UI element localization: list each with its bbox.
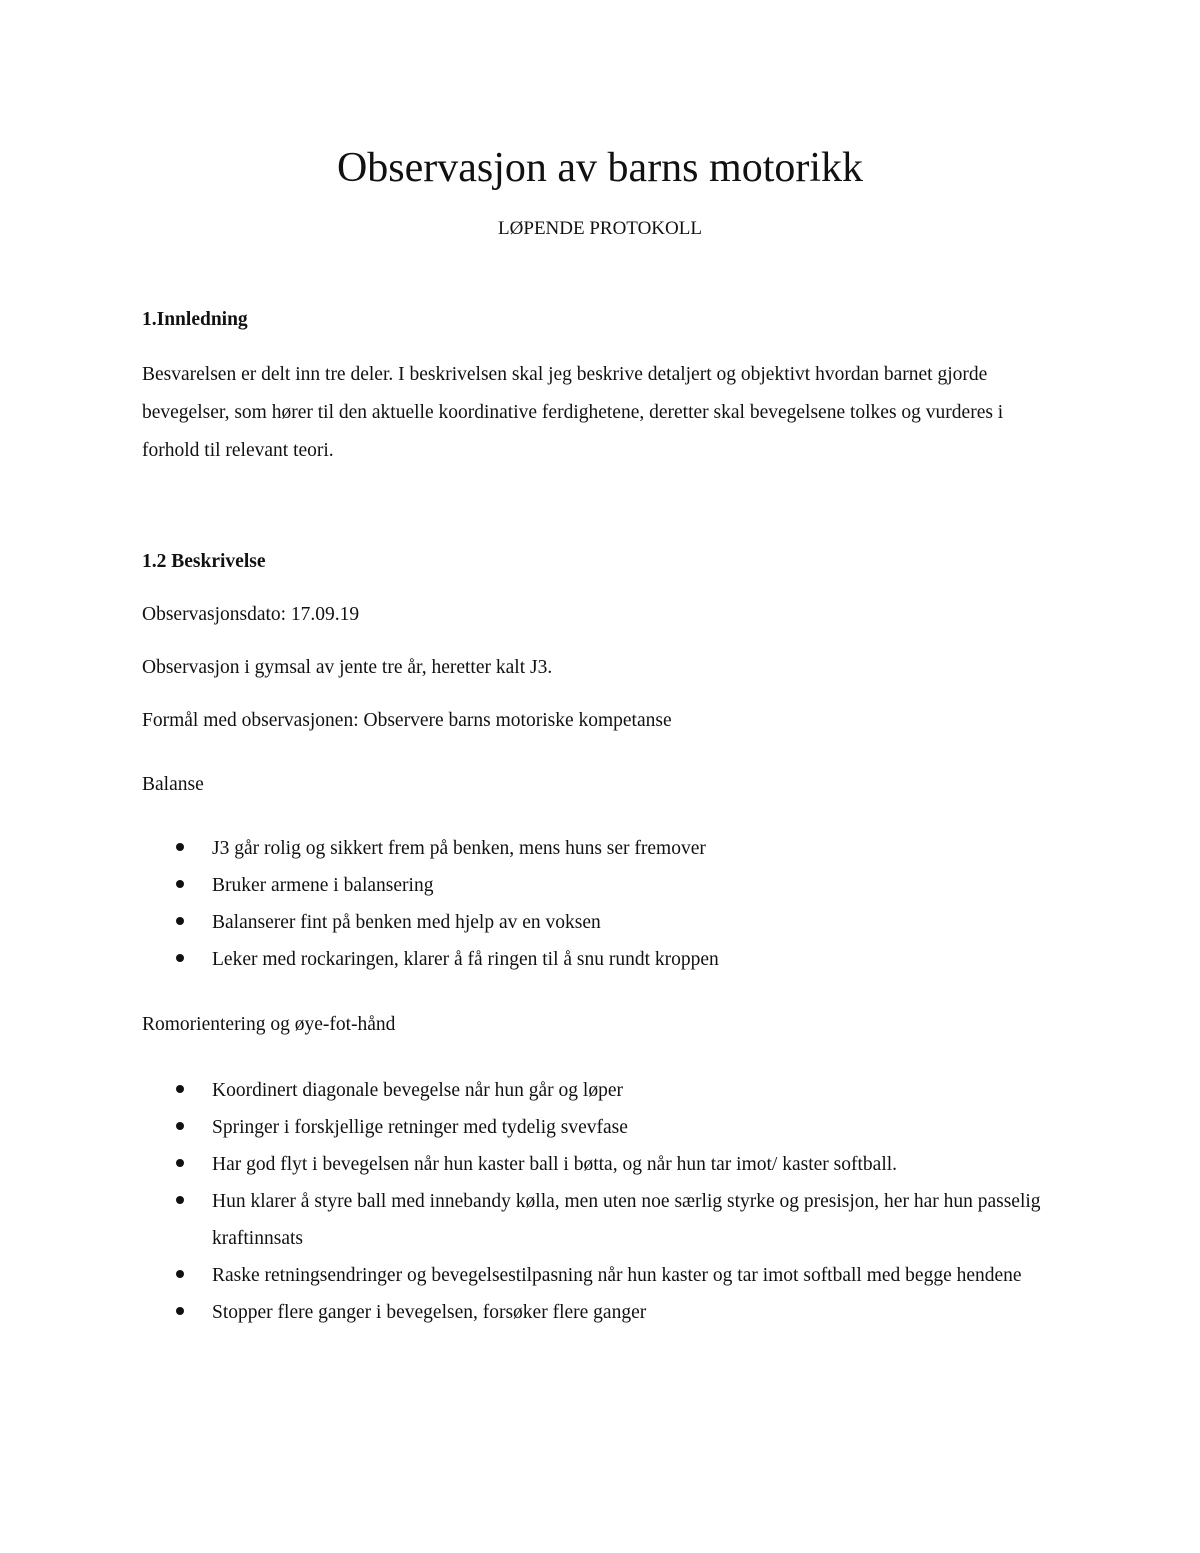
- bullet-icon: [176, 954, 184, 962]
- intro-paragraph: Besvarelsen er delt inn tre deler. I beskrivelsen skal jeg beskrive detaljert og objektivt hvordan barnet gjorde bevegelser, som hører til den aktuelle koordinative ferdighetene, deretter skal bevegelsene tolkes og vurderes i forhold til relevant teori.: [142, 364, 1004, 461]
- observation-date: Observasjonsdato: 17.09.19: [142, 604, 360, 625]
- bullet-icon: [176, 1085, 184, 1093]
- bullet-list-balanse: [142, 830, 1062, 978]
- list-item-text: Stopper flere ganger i bevegelsen, forsøker flere ganger: [212, 1302, 647, 1323]
- bullet-icon: [176, 843, 184, 851]
- section-heading-beskrivelse: 1.2 Beskrivelse: [142, 551, 266, 572]
- list-item: [142, 830, 1062, 867]
- observation-context: Observasjon i gymsal av jente tre år, heretter kalt J3.: [142, 657, 553, 678]
- list-item: [142, 941, 1062, 978]
- list-item-text: J3 går rolig og sikkert frem på benken, mens huns ser fremover: [212, 838, 706, 859]
- bullet-icon: [176, 1159, 184, 1167]
- bullet-icon: [176, 917, 184, 925]
- bullet-icon: [176, 1122, 184, 1130]
- group-label-romorientering: Romorientering og øye-fot-hånd: [142, 1014, 396, 1035]
- list-item-text: Har god flyt i bevegelsen når hun kaster ball i bøtta, og når hun tar imot/ kaster softball.: [212, 1154, 898, 1175]
- list-item-text: Springer i forskjellige retninger med tydelig svevfase: [212, 1117, 628, 1138]
- section-heading-innledning: 1.Innledning: [142, 309, 248, 330]
- document-title: Observasjon av barns motorikk: [336, 145, 864, 191]
- list-item-text: Leker med rockaringen, klarer å få ringen til å snu rundt kroppen: [212, 949, 719, 970]
- list-item: [142, 1146, 1062, 1183]
- observation-purpose: Formål med observasjonen: Observere barns motoriske kompetanse: [142, 710, 672, 731]
- list-item-text: Koordinert diagonale bevegelse når hun går og løper: [212, 1080, 623, 1101]
- list-item-text: Hun klarer å styre ball med innebandy kølla, men uten noe særlig styrke og presisjon, her har hun passelig kraftinnsats: [212, 1191, 1041, 1249]
- bullet-list-romorientering: [142, 1072, 1062, 1331]
- bullet-icon: [176, 1270, 184, 1278]
- list-item-text: Bruker armene i balansering: [212, 875, 434, 896]
- list-item-text: Raske retningsendringer og bevegelsestilpasning når hun kaster og tar imot softball med begge hendene: [212, 1265, 1022, 1286]
- list-item: [142, 1072, 1062, 1109]
- list-item: [142, 904, 1062, 941]
- bullet-icon: [176, 880, 184, 888]
- list-item-text: Balanserer fint på benken med hjelp av en voksen: [212, 912, 601, 933]
- bullet-icon: [176, 1307, 184, 1315]
- list-item: [142, 1257, 1062, 1294]
- document-body: [142, 306, 1062, 1331]
- list-item: [142, 867, 1062, 904]
- document-subtitle: LØPENDE PROTOKOLL: [498, 218, 702, 239]
- list-item: [142, 1109, 1062, 1146]
- bullet-icon: [176, 1196, 184, 1204]
- list-item: [142, 1294, 1062, 1331]
- group-label-balanse: Balanse: [142, 774, 204, 795]
- list-item: [142, 1183, 1062, 1257]
